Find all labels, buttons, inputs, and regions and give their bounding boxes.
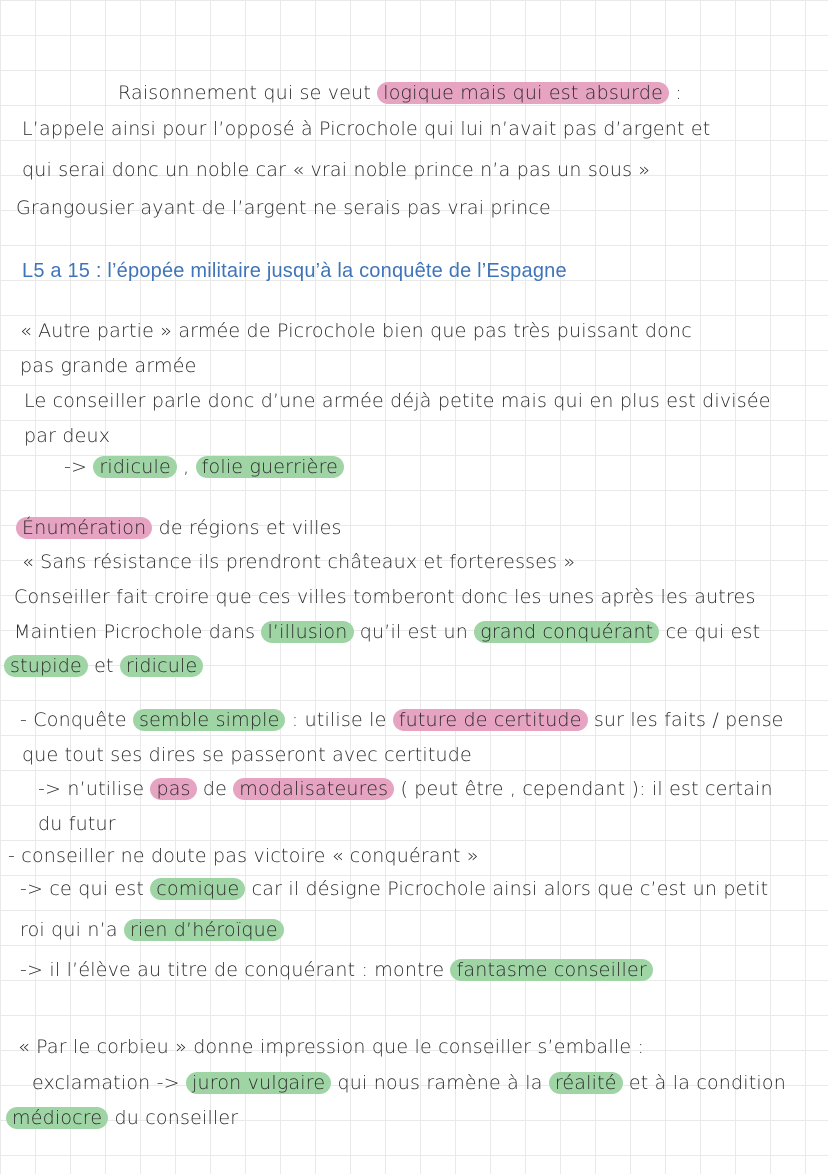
- note-line: [32, 1070, 786, 1096]
- pink-highlight: pas: [150, 778, 196, 800]
- note-text: ,: [176, 456, 196, 478]
- green-highlight: l’illusion: [261, 621, 353, 643]
- note-line: [118, 80, 682, 106]
- note-text: Conseiller fait croire que ces villes tomberont donc les unes après les autres: [14, 586, 756, 608]
- note-text: L5 a 15 : l’épopée militaire jusqu’à la conquête de l’Espagne: [22, 260, 567, 282]
- note-line: [16, 195, 551, 221]
- note-text: roi qui n’a: [20, 919, 124, 941]
- green-highlight: rien d’héroïque: [124, 919, 284, 941]
- note-line: [38, 811, 116, 837]
- note-text: « Autre partie » armée de Picrochole bien que pas très puissant donc: [20, 320, 692, 342]
- note-text: - Conquête: [20, 709, 133, 731]
- note-text: qu’il est un: [353, 621, 475, 643]
- note-text: -> n’utilise: [38, 778, 151, 800]
- note-text: Grangousier ayant de l’argent ne serais pas vrai prince: [16, 197, 551, 219]
- note-line: [20, 707, 784, 733]
- note-text: pas grande armée: [20, 355, 197, 377]
- note-line: [18, 1034, 644, 1060]
- note-text: Le conseiller parle donc d’une armée déjà petite mais qui en plus est divisée: [24, 390, 771, 412]
- note-line: [20, 917, 284, 943]
- note-text: L’appele ainsi pour l’opposé à Picrochole qui lui n’avait pas d’argent et: [22, 118, 711, 140]
- pink-highlight: modalisateures: [233, 778, 394, 800]
- section-heading: [22, 258, 567, 284]
- note-line: [24, 423, 110, 449]
- green-highlight: semble simple: [133, 709, 285, 731]
- green-highlight: stupide: [4, 655, 88, 677]
- note-text: sur les faits / pense: [587, 709, 784, 731]
- green-highlight: médiocre: [6, 1107, 108, 1129]
- green-highlight: ridicule: [93, 456, 177, 478]
- note-text: ->: [64, 456, 94, 478]
- note-line: [14, 584, 756, 610]
- note-text: « Sans résistance ils prendront châteaux et forteresses »: [22, 551, 576, 573]
- green-highlight: ridicule: [120, 655, 204, 677]
- note-text: par deux: [24, 425, 111, 447]
- green-highlight: réalité: [549, 1072, 623, 1094]
- note-line: [20, 957, 653, 983]
- note-text: du conseiller: [108, 1107, 239, 1129]
- note-text: car il désigne Picrochole ainsi alors que c’est un petit: [245, 878, 769, 900]
- note-text: qui nous ramène à la: [331, 1072, 549, 1094]
- green-highlight: comique: [150, 878, 245, 900]
- note-line: [22, 742, 472, 768]
- note-line: [20, 876, 768, 902]
- note-text: -> ce qui est: [20, 878, 151, 900]
- note-text: ce qui est: [659, 621, 761, 643]
- note-text: - conseiller ne doute pas victoire « conquérant »: [8, 845, 479, 867]
- green-highlight: folie guerrière: [196, 456, 344, 478]
- note-line: [14, 619, 760, 645]
- note-text: et: [87, 655, 120, 677]
- pink-highlight: Énumération: [16, 517, 152, 539]
- note-line: [8, 843, 479, 869]
- pink-highlight: logique mais qui est absurde: [377, 82, 669, 104]
- note-line: [64, 454, 344, 480]
- note-text: Maintien Picrochole dans: [14, 621, 262, 643]
- note-line: [24, 388, 771, 414]
- note-line: [20, 318, 692, 344]
- pink-highlight: future de certitude: [393, 709, 588, 731]
- note-text: ( peut être , cependant ): il est certain: [394, 778, 773, 800]
- green-highlight: fantasme conseiller: [450, 959, 652, 981]
- note-line: [22, 549, 575, 575]
- note-line: [20, 353, 197, 379]
- note-text: que tout ses dires se passeront avec certitude: [22, 744, 472, 766]
- note-line: [4, 653, 203, 679]
- note-line: [16, 515, 342, 541]
- note-line: [38, 776, 773, 802]
- green-highlight: juron vulgaire: [186, 1072, 331, 1094]
- green-highlight: grand conquérant: [474, 621, 659, 643]
- note-text: -> il l’élève au titre de conquérant : montre: [20, 959, 451, 981]
- note-line: [6, 1105, 238, 1131]
- note-text: « Par le corbieu » donne impression que le conseiller s’emballe :: [18, 1036, 645, 1058]
- note-line: [22, 116, 710, 142]
- note-text: de: [196, 778, 234, 800]
- note-line: [22, 157, 650, 183]
- note-text: qui serai donc un noble car « vrai noble prince n’a pas un sous »: [22, 159, 651, 181]
- note-text: et à la condition: [622, 1072, 786, 1094]
- note-text: : utilise le: [285, 709, 393, 731]
- note-text: du futur: [38, 813, 116, 835]
- note-text: :: [669, 82, 682, 104]
- note-text: Raisonnement qui se veut: [118, 82, 378, 104]
- note-text: de régions et villes: [152, 517, 342, 539]
- note-text: exclamation ->: [32, 1072, 187, 1094]
